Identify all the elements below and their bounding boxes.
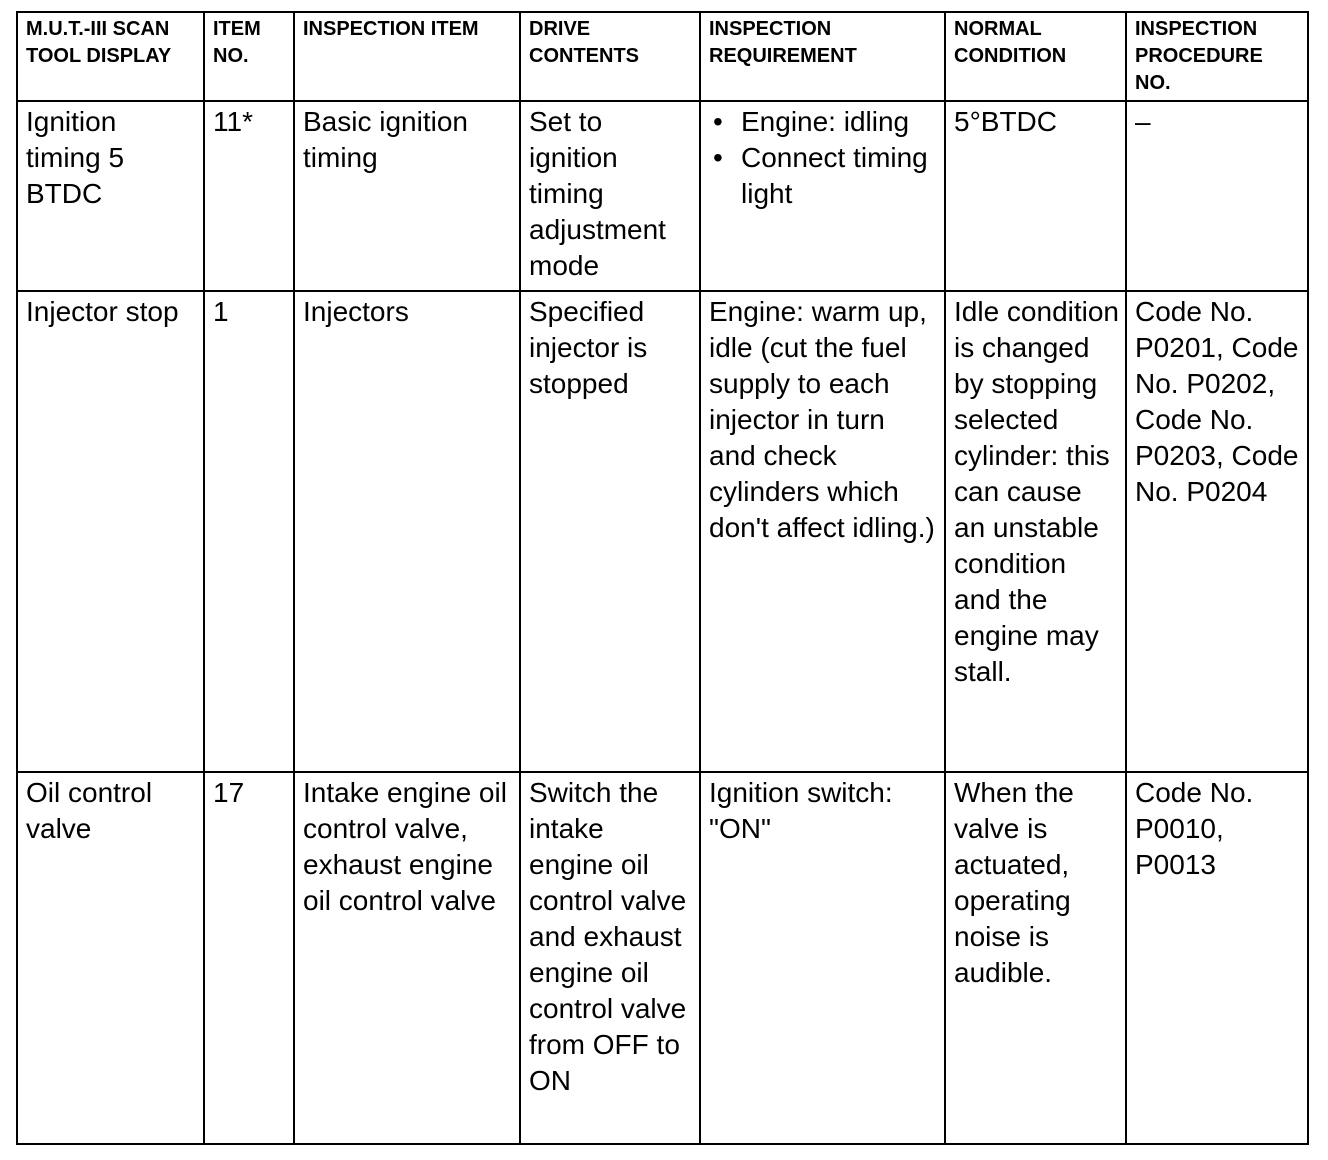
cell-normal-condition: When the valve is actuated, operating noise is audible. xyxy=(945,772,1126,1144)
cell-display: Oil control valve xyxy=(17,772,204,1144)
header-drive-contents: DRIVE CONTENTS xyxy=(520,12,700,101)
cell-inspection-requirement xyxy=(700,101,945,291)
cell-item-no: 11* xyxy=(204,101,294,291)
cell-normal-condition: Idle condition is changed by stopping selected cylinder: this can cause an unstable condition and the engine may stall. xyxy=(945,291,1126,772)
cell-display: Injector stop xyxy=(17,291,204,772)
cell-display: Ignition timing 5 BTDC xyxy=(17,101,204,291)
requirement-list xyxy=(709,104,938,212)
header-inspection-procedure-no: INSPECTION PROCEDURE NO. xyxy=(1126,12,1308,101)
cell-procedure-no: Code No. P0201, Code No. P0202, Code No. P0203, Code No. P0204 xyxy=(1126,291,1308,772)
cell-item-no: 1 xyxy=(204,291,294,772)
requirement-text: Connect timing light xyxy=(741,142,928,209)
cell-item-no: 17 xyxy=(204,772,294,1144)
cell-drive-contents: Specified injector is stopped xyxy=(520,291,700,772)
header-scan-tool-display: M.U.T.-III SCAN TOOL DISPLAY xyxy=(17,12,204,101)
cell-procedure-no: Code No. P0010, P0013 xyxy=(1126,772,1308,1144)
header-normal-condition: NORMAL CONDITION xyxy=(945,12,1126,101)
list-item xyxy=(713,104,938,140)
header-item-no: ITEM NO. xyxy=(204,12,294,101)
actuator-test-table xyxy=(16,11,1309,1145)
header-row xyxy=(17,12,1308,101)
table-row xyxy=(17,291,1308,772)
cell-inspection-item: Basic ignition timing xyxy=(294,101,520,291)
cell-inspection-requirement: Engine: warm up, idle (cut the fuel supply to each injector in turn and check cylinders which don't affect idling.) xyxy=(700,291,945,772)
header-inspection-requirement: INSPECTION REQUIREMENT xyxy=(700,12,945,101)
table-row xyxy=(17,101,1308,291)
requirement-text: Engine: idling xyxy=(741,106,910,137)
cell-procedure-no: – xyxy=(1126,101,1308,291)
cell-drive-contents: Switch the intake engine oil control valve and exhaust engine oil control valve from OFF to ON xyxy=(520,772,700,1144)
table-row xyxy=(17,772,1308,1144)
list-item xyxy=(713,140,938,212)
cell-inspection-item: Intake engine oil control valve, exhaust engine oil control valve xyxy=(294,772,520,1144)
header-inspection-item: INSPECTION ITEM xyxy=(294,12,520,101)
cell-drive-contents: Set to ignition timing adjustment mode xyxy=(520,101,700,291)
bullet-icon: • xyxy=(713,106,723,137)
cell-inspection-requirement: Ignition switch: "ON" xyxy=(700,772,945,1144)
cell-normal-condition: 5°BTDC xyxy=(945,101,1126,291)
bullet-icon: • xyxy=(713,142,723,173)
cell-inspection-item: Injectors xyxy=(294,291,520,772)
